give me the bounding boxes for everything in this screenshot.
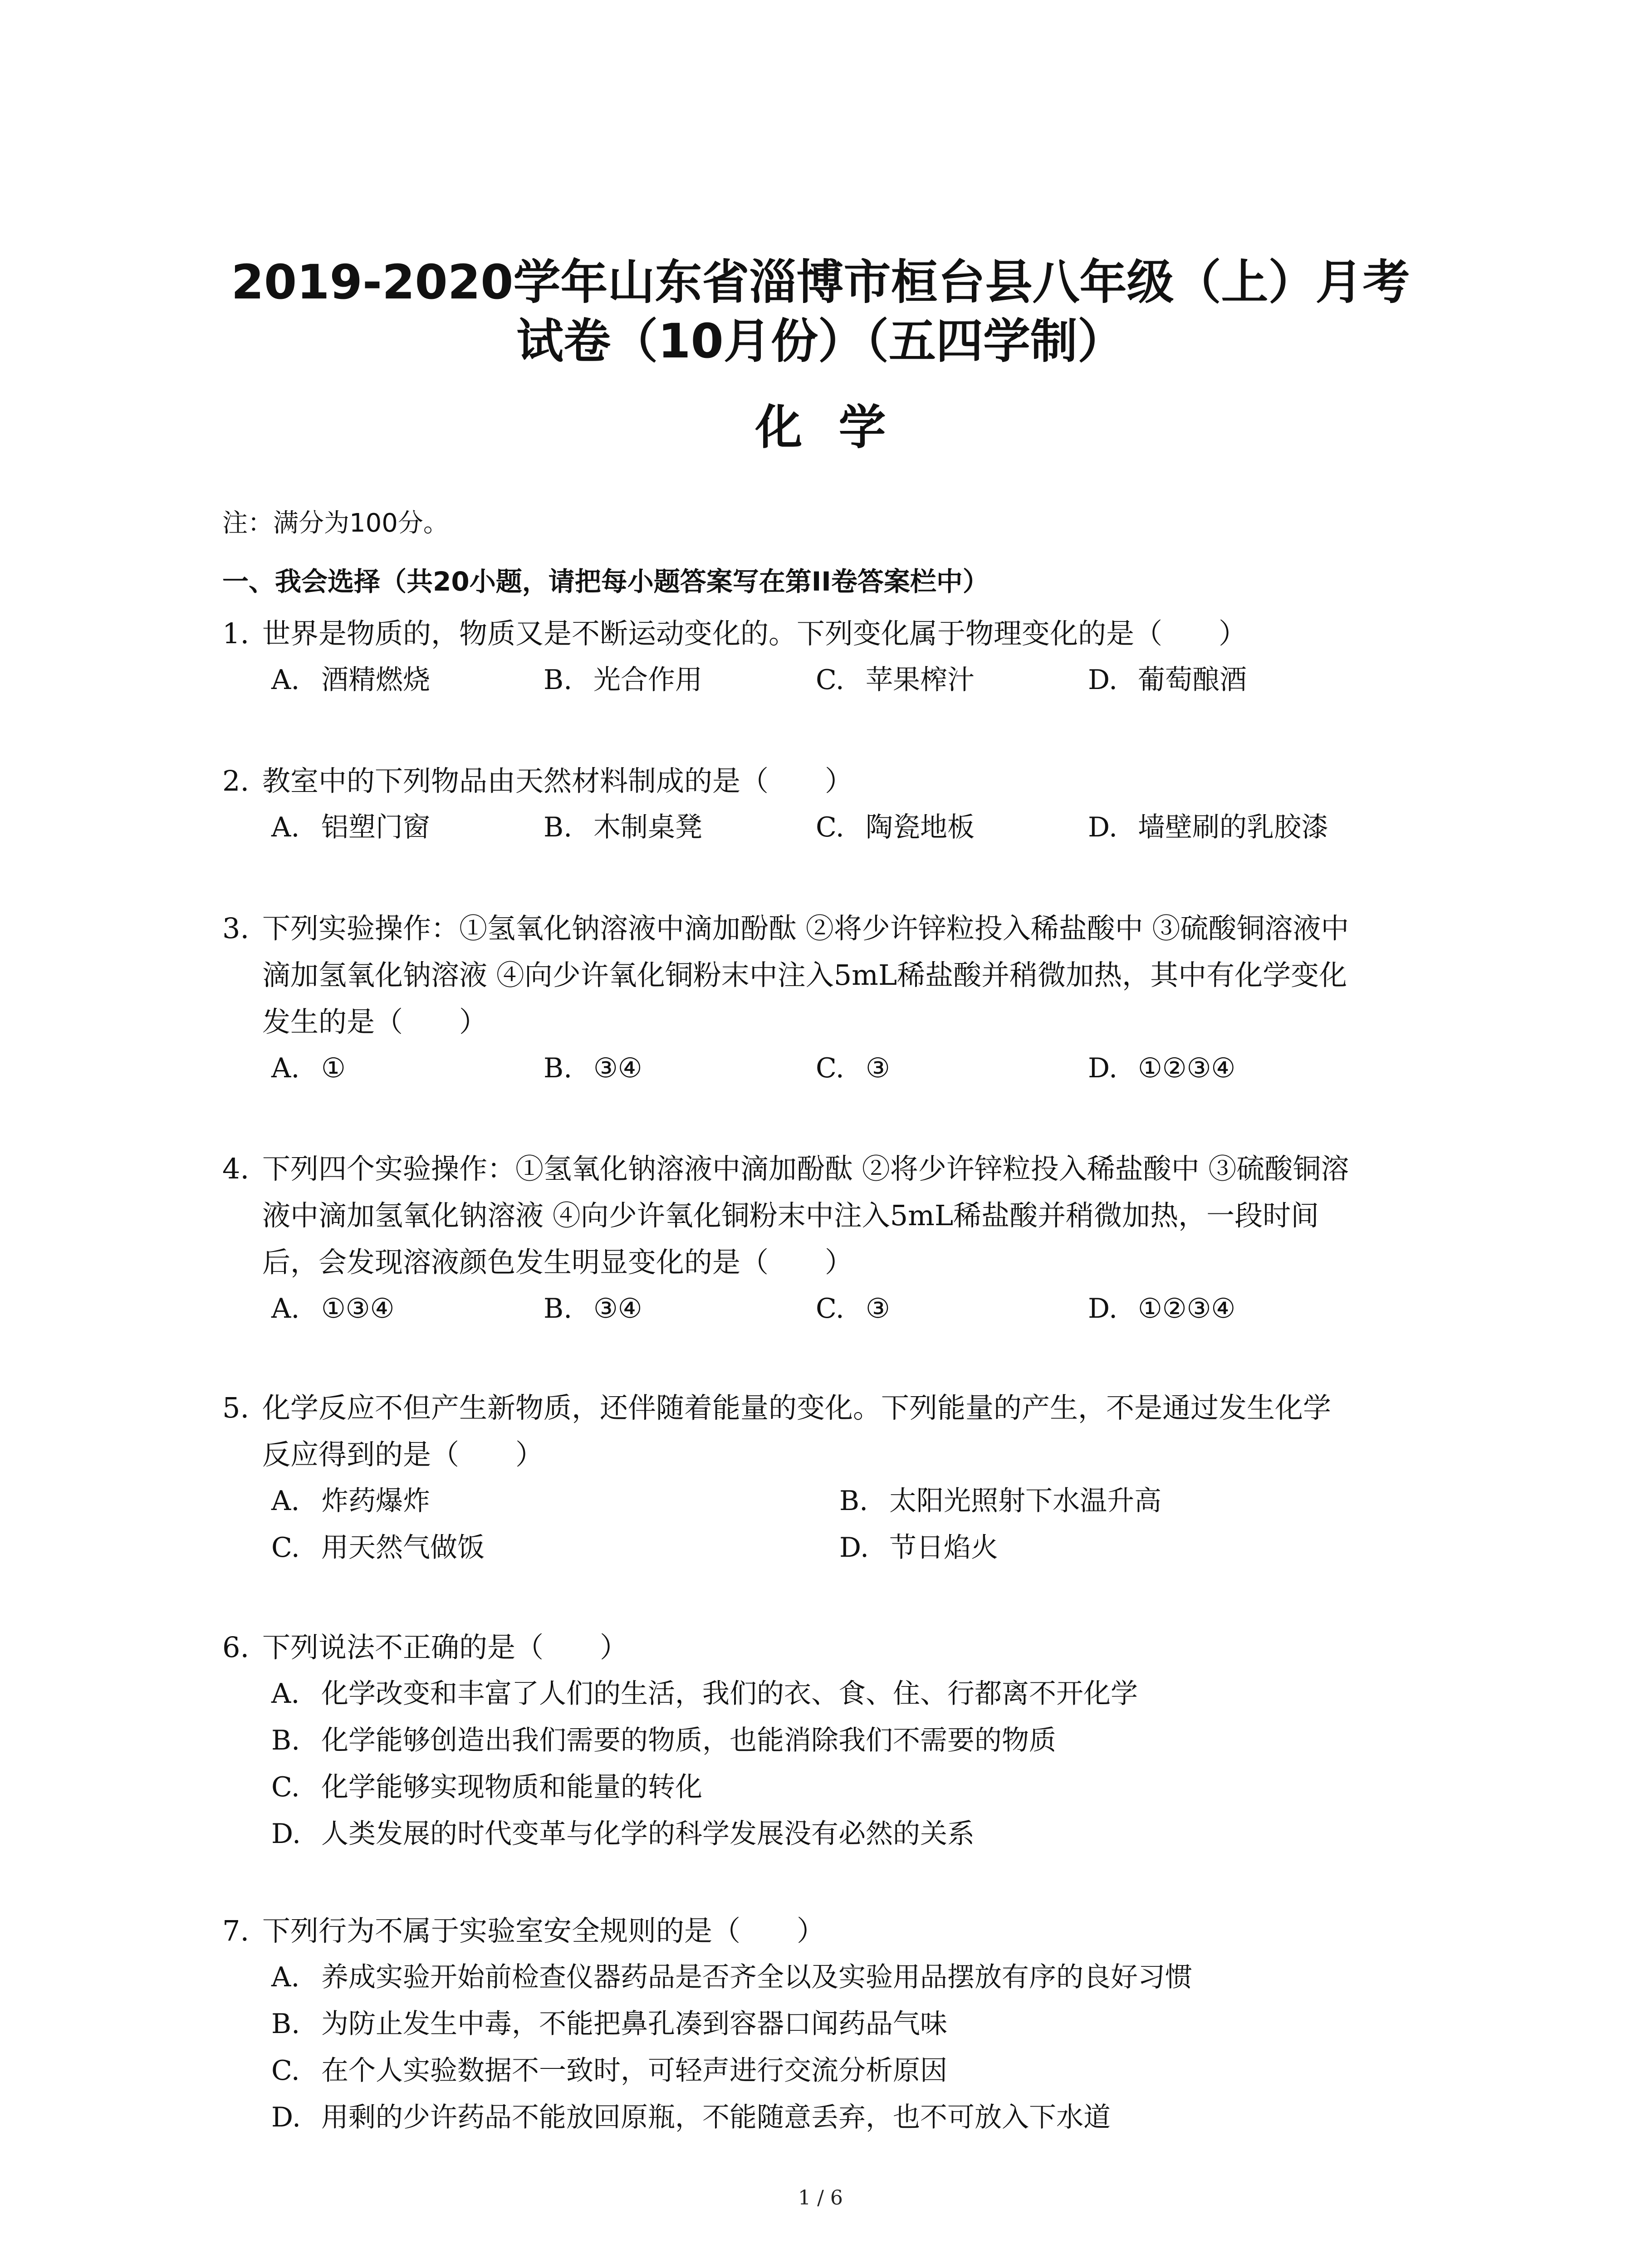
question-number: 5. bbox=[222, 1391, 250, 1424]
question-stem: 下列行为不属于实验室安全规则的是（ ） bbox=[262, 1914, 825, 1947]
option-b: B. ③④ bbox=[544, 1293, 642, 1325]
question-number: 6. bbox=[222, 1631, 250, 1664]
question-number: 1. bbox=[222, 617, 250, 650]
option-a: A. ① bbox=[271, 1052, 346, 1084]
question-3 bbox=[222, 905, 1447, 1092]
option-b: B. 光合作用 bbox=[544, 664, 702, 696]
subject-heading: 化学 bbox=[755, 400, 922, 455]
question-stem-line-2: 滴加氢氧化钠溶液 ④向少许氧化铜粉末中注入5mL稀盐酸并稍微加热，其中有化学变化 bbox=[262, 958, 1347, 992]
question-stem-line-2: 液中滴加氢氧化钠溶液 ④向少许氧化铜粉末中注入5mL稀盐酸并稍微加热，一段时间 bbox=[262, 1199, 1319, 1232]
option-c: C. 苹果榨汁 bbox=[816, 664, 975, 696]
option-d: D. 墙壁刷的乳胶漆 bbox=[1088, 811, 1328, 843]
score-note: 注：满分为100分。 bbox=[222, 508, 449, 538]
option-a: A. ①③④ bbox=[271, 1293, 395, 1325]
question-4 bbox=[222, 1145, 1447, 1332]
question-stem: 世界是物质的，物质又是不断运动变化的。下列变化属于物理变化的是（ ） bbox=[262, 617, 1247, 650]
question-7 bbox=[222, 1907, 1447, 2141]
question-stem-line-1: 下列实验操作：①氢氧化钠溶液中滴加酚酞 ②将少许锌粒投入稀盐酸中 ③硫酸铜溶液中 bbox=[262, 912, 1349, 945]
option-d: D. ①②③④ bbox=[1088, 1293, 1236, 1325]
option-a: A. 炸药爆炸 bbox=[271, 1485, 430, 1517]
option-d: D. 节日焰火 bbox=[839, 1532, 998, 1564]
question-2 bbox=[222, 758, 1447, 851]
question-stem-line-3: 发生的是（ ） bbox=[262, 1005, 488, 1038]
option-b: B. 为防止发生中毒，不能把鼻孔凑到容器口闻药品气味 bbox=[271, 2008, 947, 2040]
option-c: C. 化学能够实现物质和能量的转化 bbox=[271, 1771, 702, 1803]
option-a: A. 铝塑门窗 bbox=[271, 811, 430, 843]
question-number: 4. bbox=[222, 1152, 250, 1185]
option-b: B. 木制桌凳 bbox=[544, 811, 702, 843]
page-number: 1 / 6 bbox=[798, 2186, 843, 2209]
option-a: A. 化学改变和丰富了人们的生活，我们的衣、食、住、行都离不开化学 bbox=[271, 1678, 1138, 1710]
option-b: B. ③④ bbox=[544, 1052, 642, 1084]
option-c: C. ③ bbox=[816, 1293, 890, 1325]
option-a: A. 酒精燃烧 bbox=[271, 664, 430, 696]
question-number: 3. bbox=[222, 912, 250, 945]
question-stem: 下列说法不正确的是（ ） bbox=[262, 1631, 628, 1664]
question-stem: 教室中的下列物品由天然材料制成的是（ ） bbox=[262, 764, 853, 797]
exam-title-line2: 试卷（10月份）（五四学制） bbox=[516, 313, 1125, 369]
question-1 bbox=[222, 610, 1447, 704]
option-d: D. 用剩的少许药品不能放回原瓶，不能随意丢弃，也不可放入下水道 bbox=[271, 2102, 1111, 2133]
option-d: D. 葡萄酿酒 bbox=[1088, 664, 1247, 696]
option-b: B. 化学能够创造出我们需要的物质，也能消除我们不需要的物质 bbox=[271, 1725, 1056, 1756]
option-b: B. 太阳光照射下水温升高 bbox=[839, 1485, 1161, 1517]
option-d: D. ①②③④ bbox=[1088, 1052, 1236, 1084]
option-c: C. 陶瓷地板 bbox=[816, 811, 975, 843]
option-c: C. 在个人实验数据不一致时，可轻声进行交流分析原因 bbox=[271, 2055, 947, 2087]
question-number: 2. bbox=[222, 764, 250, 797]
option-c: C. 用天然气做饭 bbox=[271, 1532, 485, 1564]
question-stem-line-1: 化学反应不但产生新物质，还伴随着能量的变化。下列能量的产生，不是通过发生化学 bbox=[262, 1391, 1332, 1424]
question-stem-line-3: 后，会发现溶液颜色发生明显变化的是（ ） bbox=[262, 1246, 853, 1279]
question-6 bbox=[222, 1624, 1447, 1857]
exam-title-line1: 2019-2020学年山东省淄博市桓台县八年级（上）月考 bbox=[231, 254, 1410, 310]
question-number: 7. bbox=[222, 1914, 250, 1947]
question-5 bbox=[222, 1384, 1447, 1571]
option-c: C. ③ bbox=[816, 1052, 890, 1084]
option-d: D. 人类发展的时代变革与化学的科学发展没有必然的关系 bbox=[271, 1818, 975, 1850]
section-heading: 一、我会选择（共20小题，请把每小题答案写在第II卷答案栏中） bbox=[222, 566, 989, 597]
question-stem-line-1: 下列四个实验操作：①氢氧化钠溶液中滴加酚酞 ②将少许锌粒投入稀盐酸中 ③硫酸铜溶 bbox=[262, 1152, 1349, 1185]
question-stem-line-2: 反应得到的是（ ） bbox=[262, 1438, 544, 1471]
option-a: A. 养成实验开始前检查仪器药品是否齐全以及实验用品摆放有序的良好习惯 bbox=[271, 1961, 1192, 1993]
